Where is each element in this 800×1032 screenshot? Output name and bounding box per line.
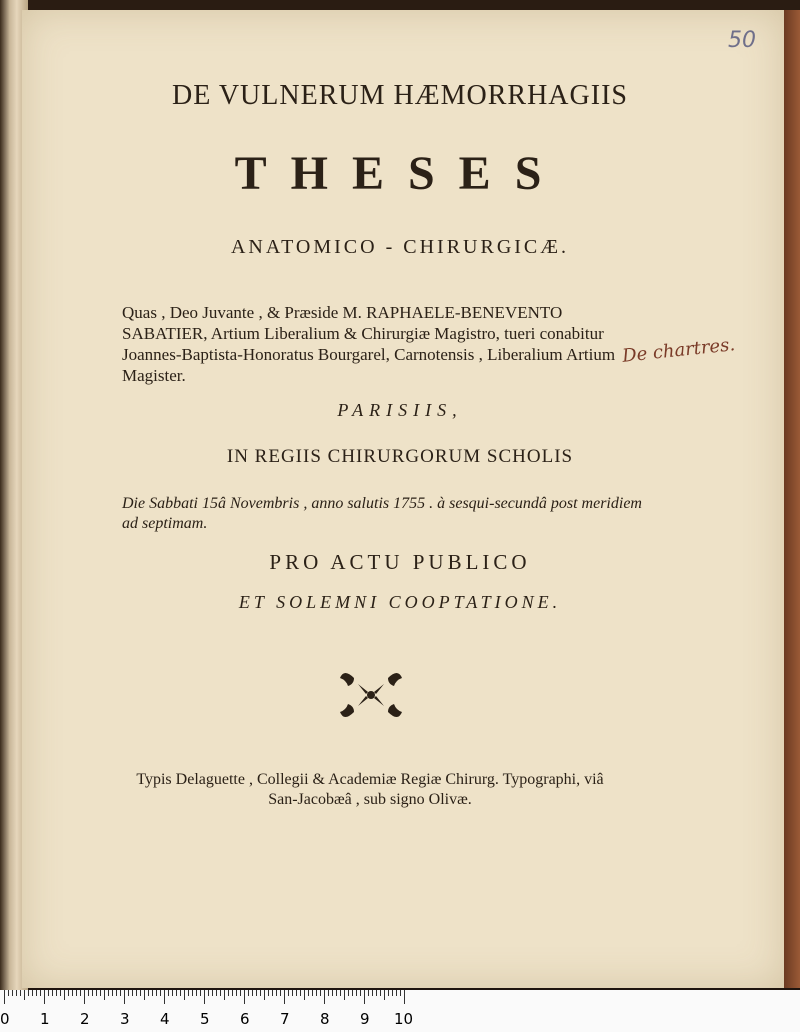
venue-line: IN REGIIS CHIRURGORUM SCHOLIS	[226, 446, 574, 467]
ruler-tick	[240, 990, 241, 996]
ruler-tick	[56, 990, 57, 996]
ruler-tick	[380, 990, 381, 996]
ruler-tick	[388, 990, 389, 996]
ruler-tick	[176, 990, 177, 996]
ruler-tick	[204, 990, 205, 1004]
ruler-tick	[348, 990, 349, 996]
ruler-tick	[220, 990, 221, 996]
act-line-2: ET SOLEMNI COOPTATIONE.	[238, 592, 562, 612]
ruler-tick	[164, 990, 165, 1004]
ruler-tick	[276, 990, 277, 996]
ruler-tick	[208, 990, 209, 996]
ruler-tick	[316, 990, 317, 996]
ruler-tick	[252, 990, 253, 996]
ruler-tick	[332, 990, 333, 996]
ruler-tick	[272, 990, 273, 996]
fleuron-ornament-icon	[336, 664, 406, 726]
ruler-tick	[244, 990, 245, 1004]
ruler-tick	[360, 990, 361, 996]
act-line-1: PRO ACTU PUBLICO	[269, 550, 531, 574]
ruler-tick	[356, 990, 357, 996]
ruler-tick	[112, 990, 113, 996]
ruler-label: 10	[394, 1010, 414, 1028]
ruler-tick	[384, 990, 385, 1000]
ruler-tick	[80, 990, 81, 996]
ruler-tick	[152, 990, 153, 996]
ruler-label: 9	[360, 1010, 370, 1028]
ruler-tick	[292, 990, 293, 996]
ruler-label: 7	[280, 1010, 290, 1028]
ruler-tick	[268, 990, 269, 996]
ruler-tick	[392, 990, 393, 996]
ruler-label: 3	[120, 1010, 130, 1028]
ruler-label: 1	[40, 1010, 50, 1028]
ruler-tick	[352, 990, 353, 996]
ruler-tick	[116, 990, 117, 996]
ruler-tick	[108, 990, 109, 996]
ruler-tick	[100, 990, 101, 996]
ruler-tick	[324, 990, 325, 1004]
ruler-tick	[288, 990, 289, 996]
ruler-tick	[296, 990, 297, 996]
date-paragraph: Die Sabbati 15â Novembris , anno salutis 1755 . à sesqui-secundâ post meridiem ad septimam.	[122, 495, 642, 532]
ruler-tick	[168, 990, 169, 996]
ruler-tick	[280, 990, 281, 996]
ruler-tick	[284, 990, 285, 1004]
ruler-tick	[124, 990, 125, 1004]
ruler-tick	[372, 990, 373, 996]
ruler-tick	[364, 990, 365, 1004]
ruler-tick	[160, 990, 161, 996]
ruler-tick	[320, 990, 321, 996]
ruler-tick	[336, 990, 337, 996]
ruler-tick	[256, 990, 257, 996]
ruler-label: 8	[320, 1010, 330, 1028]
ruler-tick	[84, 990, 85, 1004]
ruler-tick	[12, 990, 13, 996]
ruler-tick	[368, 990, 369, 996]
ruler-tick	[28, 990, 29, 996]
ruler-tick	[216, 990, 217, 996]
ruler-tick	[128, 990, 129, 996]
handwritten-note: De chartres.	[621, 334, 737, 367]
ruler-tick	[144, 990, 145, 1000]
ruler-tick	[64, 990, 65, 1000]
top-edge	[0, 0, 800, 10]
ruler-tick	[4, 990, 5, 1004]
ruler-tick	[52, 990, 53, 996]
ruler-tick	[20, 990, 21, 996]
ruler-tick	[48, 990, 49, 996]
ruler-tick	[140, 990, 141, 996]
ruler-tick	[312, 990, 313, 996]
ruler-tick	[300, 990, 301, 996]
ruler-tick	[16, 990, 17, 996]
place-line: PARISIIS,	[337, 400, 463, 420]
ruler-tick	[340, 990, 341, 996]
title-line-3: ANATOMICO - CHIRURGICÆ.	[230, 236, 570, 258]
ruler-tick	[308, 990, 309, 996]
ruler-tick	[132, 990, 133, 996]
ruler-tick	[328, 990, 329, 996]
ruler-tick	[196, 990, 197, 996]
ruler-tick	[260, 990, 261, 996]
ruler-tick	[248, 990, 249, 996]
ruler-tick	[232, 990, 233, 996]
ruler-tick	[36, 990, 37, 996]
ruler-label: 2	[80, 1010, 90, 1028]
ruler-tick	[344, 990, 345, 1000]
ruler-tick	[8, 990, 9, 996]
scale-ruler	[0, 990, 800, 1032]
ruler-tick	[40, 990, 41, 996]
ruler-tick	[148, 990, 149, 996]
ruler-tick	[192, 990, 193, 996]
ruler-tick	[24, 990, 25, 1000]
ruler-tick	[172, 990, 173, 996]
ruler-label: 6	[240, 1010, 250, 1028]
ruler-tick	[120, 990, 121, 996]
dedication-paragraph: Quas , Deo Juvante , & Præside M. RAPHAELE-BENEVENTO SABATIER, Artium Liberalium & Chirurgiæ Magistro, tueri conabitur Joannes-Baptista-Honoratus Bourgarel, Carnotensis , Liberalium Artium Magister.	[122, 303, 616, 385]
ruler-tick	[156, 990, 157, 996]
ruler-tick	[92, 990, 93, 996]
ruler-tick	[32, 990, 33, 996]
folio-number: 50	[728, 28, 756, 53]
title-line-2: THESES	[234, 147, 566, 200]
ruler-tick	[136, 990, 137, 996]
ruler-tick	[180, 990, 181, 996]
ruler-tick	[184, 990, 185, 1000]
ruler-tick	[200, 990, 201, 996]
ruler-tick	[72, 990, 73, 996]
ruler-tick	[60, 990, 61, 996]
ruler-tick	[212, 990, 213, 996]
ruler-tick	[188, 990, 189, 996]
ruler-tick	[88, 990, 89, 996]
ruler-tick	[400, 990, 401, 996]
title-line-1: DE VULNERUM HÆMORRHAGIIS	[172, 80, 628, 111]
ruler-tick	[304, 990, 305, 1000]
ruler-tick	[104, 990, 105, 1000]
ruler-tick	[236, 990, 237, 996]
ruler-tick	[224, 990, 225, 1000]
ruler-tick	[264, 990, 265, 1000]
ruler-label: 0	[0, 1010, 10, 1028]
ruler-tick	[76, 990, 77, 996]
ruler-tick	[404, 990, 405, 1004]
ruler-tick	[228, 990, 229, 996]
ruler-tick	[96, 990, 97, 996]
ruler-label: 5	[200, 1010, 210, 1028]
ruler-tick	[44, 990, 45, 1004]
ruler-tick	[376, 990, 377, 996]
ruler-label: 4	[160, 1010, 170, 1028]
printer-imprint: Typis Delaguette , Collegii & Academiæ Regiæ Chirurg. Typographi, viâ San-Jacobæâ , sub signo Olivæ.	[136, 771, 604, 808]
ruler-tick	[68, 990, 69, 996]
ruler-tick	[396, 990, 397, 996]
